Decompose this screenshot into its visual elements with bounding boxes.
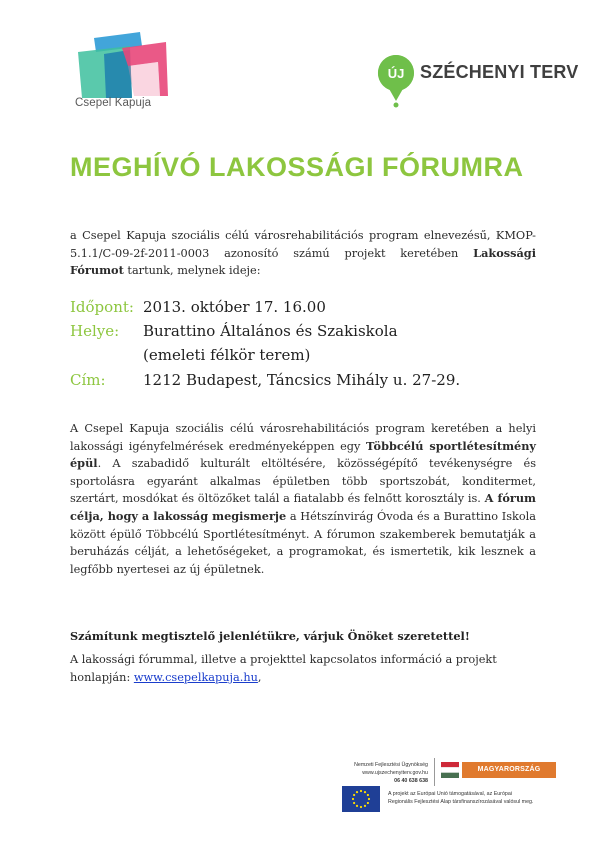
eu-text-line1: A projekt az Európai Unió támogatásával, az Európai — [388, 791, 512, 797]
closing-line: Számítunk megtisztelő jelenlétükre, várjuk Önöket szeretettel! — [70, 629, 470, 643]
body-bold-2: A fórum célja, hogy a lakosság megismerje — [70, 491, 537, 523]
body-text-1: A Csepel Kapuja szociális célú városrehabilitációs program keretében a helyi lakossági igényfelmérések eredményeképpen egy — [70, 422, 536, 453]
info-text: A lakossági fórummal, illetve a projekttel kapcsolatos információ a projekt honlapján: — [70, 653, 497, 684]
intro-text-before: a Csepel Kapuja szociális célú városrehabilitációs program elnevezésű, KMOP-5.1.1/C-09-2f-2011-0003 azonosító számú projekt keretében — [70, 229, 536, 260]
intro-text-after: tartunk, melynek ideje: — [123, 264, 261, 278]
footer-divider — [434, 758, 435, 786]
intro-paragraph — [70, 227, 536, 280]
place-note: (emeleti félkör terem) — [143, 346, 311, 364]
hungarian-flag-icon — [441, 762, 459, 778]
agency-url: www.ujszechenyiterv.gov.hu — [362, 770, 428, 776]
eu-flag-icon — [342, 786, 380, 812]
place-label: Helye: — [70, 322, 120, 340]
footer-agency — [342, 761, 428, 785]
agency-phone: 06 40 638 638 — [394, 778, 428, 784]
eu-text-line2: Regionális Fejlesztési Alap társfinanszírozásával valósul meg. — [388, 799, 534, 805]
body-paragraph — [70, 420, 536, 578]
csepel-kapuja-logo-text: Csepel Kapuja — [75, 97, 152, 109]
body-text-3: a Hétszínvirág Óvoda és a Burattino Iskola között épülő Többcélú Sportlétesítményt. A fórumon szakemberek bemutatják a beruházás célját, a lehetőségeket, a programokat, és ismertetik, kik lesznek a legfőbb nyertesei az új épületnek. — [70, 509, 536, 576]
szechenyi-terv-text: SZÉCHENYI TERV — [420, 62, 579, 82]
page-title: MEGHÍVÓ LAKOSSÁGI FÓRUMRA — [70, 152, 524, 182]
footer-eu-text — [388, 790, 568, 806]
time-label: Időpont: — [70, 298, 134, 316]
uj-text: ÚJ — [387, 66, 405, 81]
intro-bold: Lakossági Fórumot — [70, 245, 536, 278]
website-link[interactable]: www.csepelkapuja.hu — [133, 670, 258, 684]
place-value: Burattino Általános és Szakiskola — [143, 322, 398, 340]
agency-name: Nemzeti Fejlesztési Ügynökség — [354, 762, 428, 768]
info-trailing: , — [257, 670, 262, 684]
time-value: 2013. október 17. 16.00 — [143, 298, 326, 316]
address-label: Cím: — [70, 371, 106, 389]
info-paragraph — [70, 651, 510, 686]
body-text-2: . A szabadidő kulturált eltöltésére, közösségépítő tevékenységre és sportolásra egyaránt alkalmas épületben több sportszobát, konditermet, szertárt, mosdókat és öltözőket talál a fiatalabb és felnőtt korosztály is. — [70, 457, 536, 506]
body-bold-1: Többcélú sportlétesítmény épül — [70, 438, 536, 471]
address-value: 1212 Budapest, Táncsics Mihály u. 27-29. — [143, 371, 461, 389]
magyarorszag-megujul-badge: MAGYARORSZÁG MEGÚJUL — [462, 762, 556, 778]
